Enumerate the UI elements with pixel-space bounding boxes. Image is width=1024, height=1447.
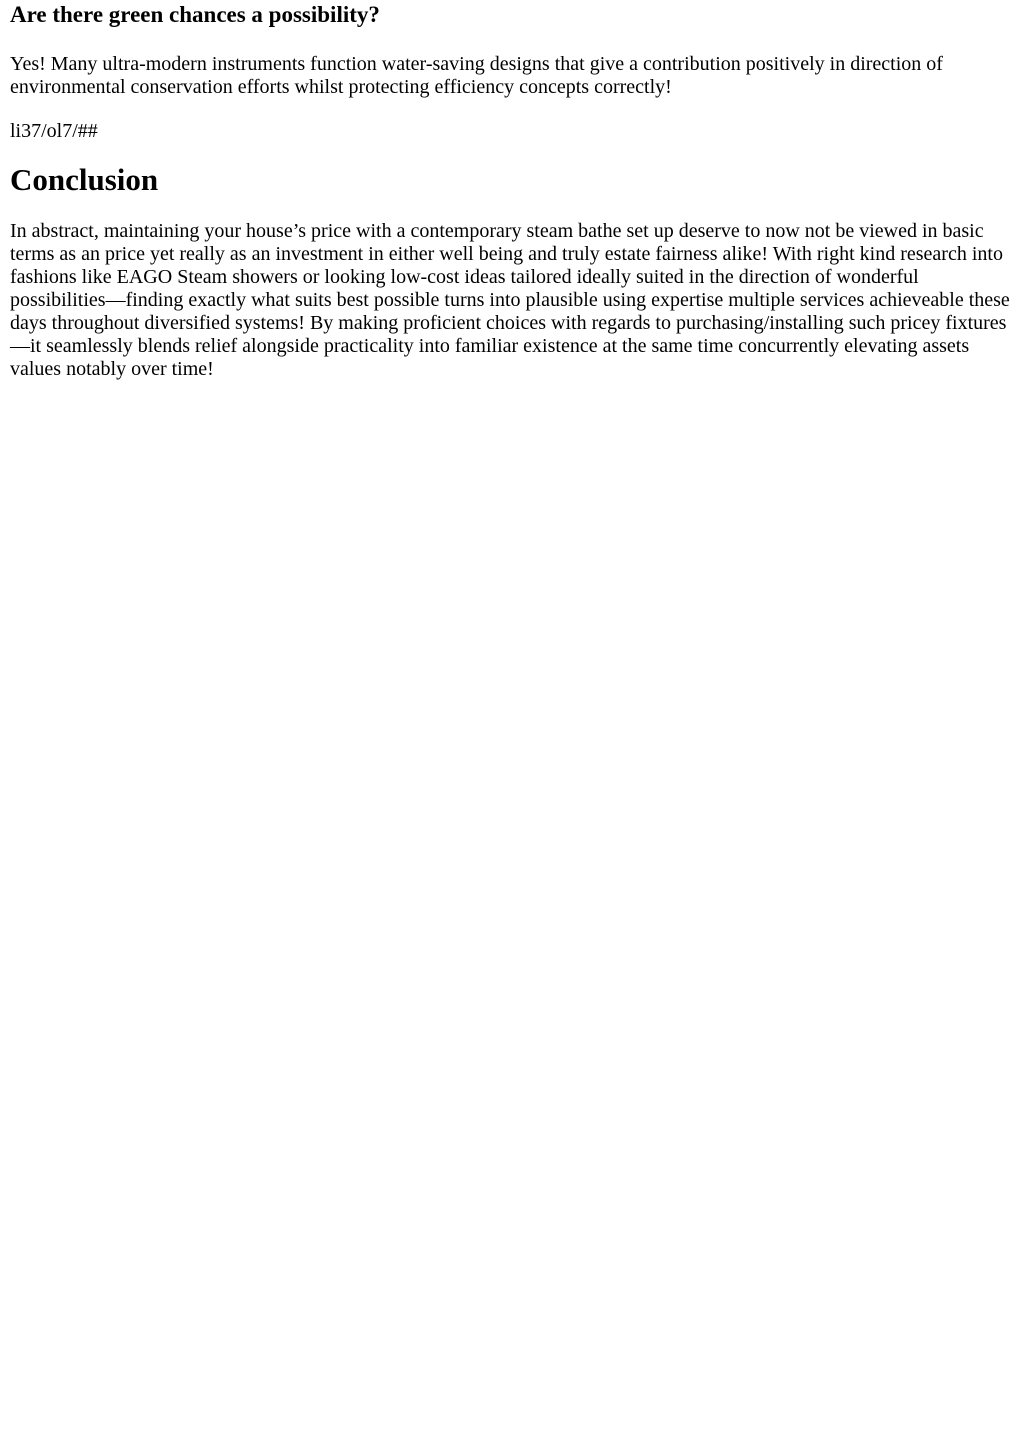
list-marker-text: li37/ol7/## — [10, 120, 98, 142]
conclusion-paragraph: In abstract, maintaining your house’s price with a contemporary steam bathe set up deserve to now not be viewed in basic terms as an price yet really as an investment in either well being and truly estate fairness alike! With right kind research into fashions like EAGO Steam showers or looking low-cost ideas tailored ideally suited in the direction of wonderful possibilities—finding exactly what suits best possible turns into plausible using expertise multiple services achieveable these days throughout diversified systems! By making proficient choices with regards to purchasing/installing such pricey fixtures—it seamlessly blends relief alongside practicality into familiar existence at the same time concurrently elevating assets values notably over time! — [10, 220, 1010, 380]
faq-answer-paragraph: Yes! Many ultra-modern instruments function water-saving designs that give a contribution positively in direction of environmental conservation efforts whilst protecting efficiency concepts correctly! — [10, 53, 943, 98]
conclusion-heading: Conclusion — [10, 162, 159, 197]
article-content — [0, 1, 1024, 381]
faq-question-heading: Are there green chances a possibility? — [10, 2, 380, 27]
